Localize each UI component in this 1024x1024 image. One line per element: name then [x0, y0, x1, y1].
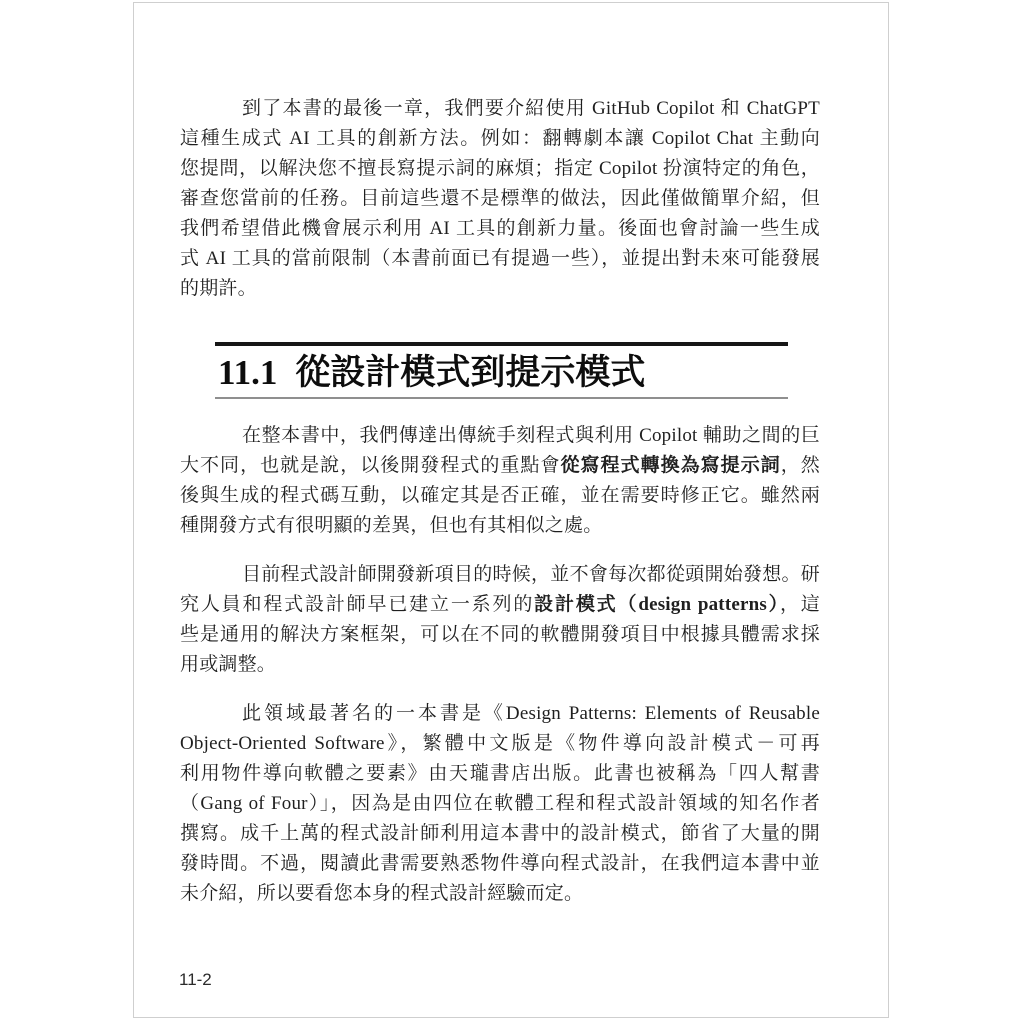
- text-line: 目前程式設計師開發新項目的時候，並不會每次都從頭開始發想。研: [242, 564, 820, 585]
- section-paragraphs: [180, 421, 820, 909]
- text-line: 我們希望借此機會展示利用 AI 工具的創新力量。後面也會討論一些生成: [180, 218, 820, 239]
- heading-bottom-rule: [215, 397, 788, 399]
- paragraph: [180, 560, 820, 680]
- text-line: 審查您當前的任務。目前這些還不是標準的做法，因此僅做簡單介紹，但: [180, 188, 820, 209]
- text-line: 撰寫。成千上萬的程式設計師利用這本書中的設計模式，節省了大量的開: [180, 823, 820, 844]
- paragraph: [180, 421, 820, 541]
- book-page: [133, 2, 889, 1018]
- text-line: 種開發方式有很明顯的差異，但也有其相似之處。: [180, 515, 603, 536]
- section-number: 11.1: [218, 353, 278, 392]
- text-line: 到了本書的最後一章，我們要介紹使用 GitHub Copilot 和 ChatGPT: [242, 98, 820, 119]
- text-line: 發時間。不過，閱讀此書需要熟悉物件導向程式設計，在我們這本書中並: [180, 853, 820, 874]
- paragraph: [180, 699, 820, 909]
- text-line: 些是通用的解決方案框架，可以在不同的軟體開發項目中根據具體需求採: [180, 624, 820, 645]
- text-line: 利用物件導向軟體之要素》由天瓏書店出版。此書也被稱為「四人幫書: [180, 763, 820, 784]
- text-line: 此領域最著名的一本書是《Design Patterns: Elements of Reusable: [242, 703, 820, 724]
- text-line: 未介紹，所以要看您本身的程式設計經驗而定。: [180, 883, 584, 904]
- text-line: 後與生成的程式碼互動，以確定其是否正確，並在需要時修正它。雖然兩: [180, 485, 820, 506]
- text-line: 這種生成式 AI 工具的創新方法。例如：翻轉劇本讓 Copilot Chat 主動向: [180, 128, 820, 149]
- text-line: 用或調整。: [180, 654, 277, 675]
- page-content: [180, 3, 820, 909]
- page-number: 11-2: [179, 970, 212, 989]
- text-line: 究人員和程式設計師早已建立一系列的設計模式（design patterns），這: [180, 594, 820, 615]
- intro-paragraphs: [180, 94, 820, 304]
- text-line: 式 AI 工具的當前限制（本書前面已有提過一些），並提出對未來可能發展: [180, 248, 820, 269]
- text-line: 您提問，以解決您不擅長寫提示詞的麻煩；指定 Copilot 扮演特定的角色，: [180, 158, 820, 179]
- section-title: 從設計模式到提示模式: [295, 353, 646, 392]
- text-line: 在整本書中，我們傳達出傳統手刻程式與利用 Copilot 輔助之間的巨: [242, 425, 820, 446]
- text-line: 大不同，也就是說，以後開發程式的重點會從寫程式轉換為寫提示詞，然: [180, 455, 820, 476]
- text-line: Object-Oriented Software》，繁體中文版是《物件導向設計模式－可再: [180, 733, 820, 754]
- text-line: （Gang of Four）」，因為是由四位在軟體工程和程式設計領域的知名作者: [180, 793, 820, 814]
- section-heading: [215, 342, 788, 399]
- section-heading-text: [215, 346, 788, 397]
- paragraph: [180, 94, 820, 304]
- text-line: 的期許。: [180, 278, 257, 299]
